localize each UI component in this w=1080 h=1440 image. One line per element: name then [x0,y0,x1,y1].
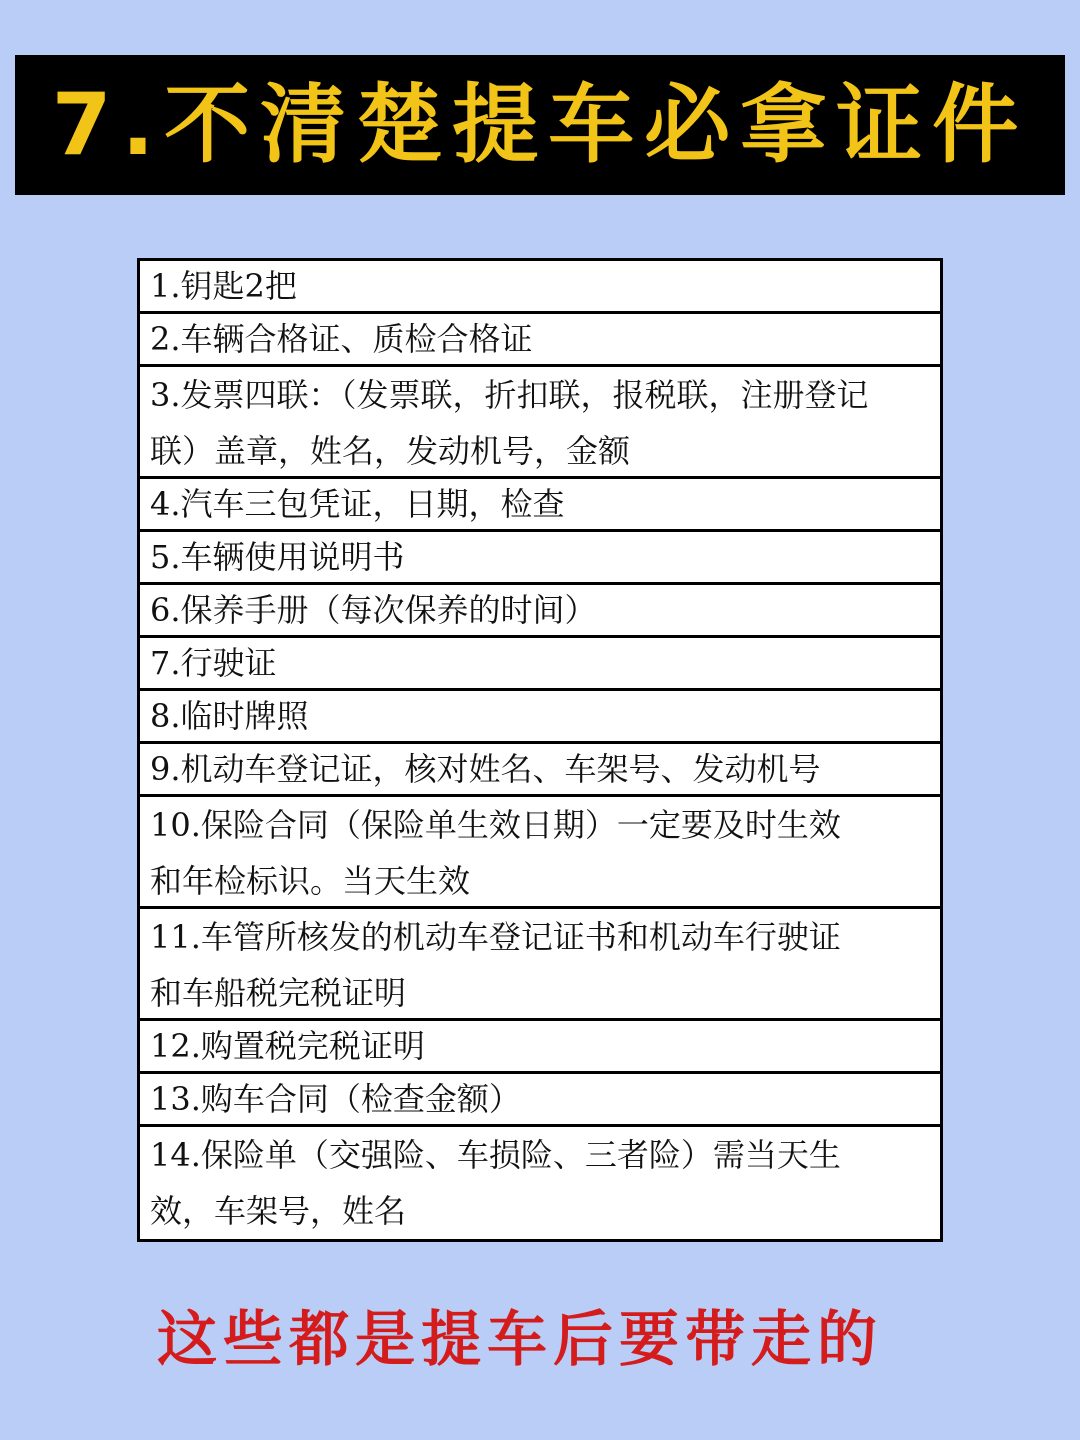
checklist-item [140,1074,940,1127]
page-title: 7.不清楚提车必拿证件 [51,75,1029,175]
checklist-item-text: 12.购置税完税证明 [150,1027,425,1065]
checklist-item-text: 10.保险合同（保险单生效日期）一定要及时生效和年检标识。当天生效 [150,806,841,900]
checklist-item [140,314,940,367]
checklist-item [140,638,940,691]
checklist-item-text: 11.车管所核发的机动车登记证书和机动车行驶证和车船税完税证明 [150,918,841,1012]
checklist-item [140,261,940,314]
checklist-item [140,585,940,638]
checklist-item [140,797,940,909]
checklist-item-text: 9.机动车登记证，核对姓名、车架号、发动机号 [150,750,821,788]
checklist-item-text: 1.钥匙2把 [150,267,297,305]
checklist-item [140,744,940,797]
checklist-item [140,909,940,1021]
checklist-item-text: 3.发票四联：（发票联，折扣联，报税联，注册登记联）盖章，姓名，发动机号，金额 [150,376,869,470]
checklist-item-text: 6.保养手册（每次保养的时间） [150,591,597,629]
checklist-item [140,532,940,585]
checklist-item [140,1021,940,1074]
footer-caption: 这些都是提车后要带走的 [157,1305,883,1375]
checklist-item [140,367,940,479]
checklist-item-text: 14.保险单（交强险、车损险、三者险）需当天生效，车架号，姓名 [150,1136,841,1230]
checklist-item-text: 5.车辆使用说明书 [150,538,405,576]
checklist-item-text: 4.汽车三包凭证，日期，检查 [150,485,565,523]
checklist-item [140,479,940,532]
document-checklist [137,258,943,1242]
checklist-item [140,1127,940,1239]
checklist-item-text: 2.车辆合格证、质检合格证 [150,320,533,358]
checklist-item-text: 8.临时牌照 [150,697,309,735]
title-banner [15,55,1065,195]
checklist-item-text: 7.行驶证 [150,644,277,682]
checklist-item [140,691,940,744]
checklist-item-text: 13.购车合同（检查金额） [150,1080,521,1118]
